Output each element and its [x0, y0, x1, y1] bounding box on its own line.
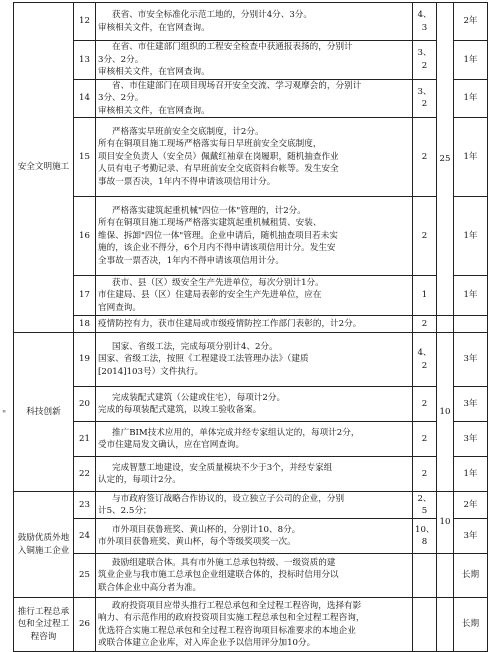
description-line: 所有在铜项目施工现场严格落实每日早班前安全交底制度，	[98, 139, 322, 150]
validity-period-cell: 长期	[454, 598, 488, 652]
table-row	[14, 387, 488, 422]
validity-period-cell: 1年	[454, 276, 488, 316]
item-number: 15	[74, 118, 96, 197]
description-line: 审核相关文件，在官网查询。	[98, 22, 210, 33]
item-description	[96, 492, 413, 519]
category-total-cell: 10	[437, 333, 454, 492]
points-cell: 3、2	[413, 41, 437, 80]
validity-period-cell: 2年	[454, 492, 488, 519]
description-line: 项目安全负责人（安全员）佩戴红袖章在岗履职，随机抽查作业	[98, 151, 339, 162]
description-line: 筑业企业与我市施工总承包企业组建联合体的，投标时信用分以	[98, 570, 339, 581]
description-line: 疫情防控有力，获市住建局或市级疫情防控工作部门表彰的，计2分。	[98, 318, 362, 329]
description-line: 市外项目获鲁班奖、黄山杯，每个等级奖项奖一次。	[98, 537, 296, 547]
category-cell: 鼓励优质外地入铜施工企业	[14, 492, 74, 598]
item-number: 26	[74, 598, 96, 652]
description-line: 市住建局、县（区）住建局表彰的安全生产先进单位，应在	[98, 290, 322, 301]
description-line: 3分、2分。	[98, 93, 144, 103]
item-description	[96, 3, 413, 41]
validity-period-cell: 1年	[454, 457, 488, 492]
description-line: 人员有电子考勤记录、有早班前安全交底资料台帐等。发生安全	[98, 164, 339, 175]
description-line: 全事故一票否决，1年内不得申请该项信用计分。	[98, 255, 284, 266]
credit-score-table	[13, 2, 488, 652]
category-cell: 安全文明施工	[14, 3, 74, 333]
category-cell: 科技创新	[14, 333, 74, 492]
points-cell: 10、8	[413, 519, 437, 554]
item-description	[96, 387, 413, 422]
item-number: 21	[74, 422, 96, 457]
description-line: 完成智慧工地建设，安全质量模块不少于3个，并经专家组	[112, 462, 333, 473]
validity-period-cell: 3年	[454, 333, 488, 387]
table-row	[14, 3, 488, 41]
description-line: 事故一票否决，1年内不得申请该项信用计分。	[98, 176, 276, 187]
table-row	[14, 598, 488, 652]
item-number: 18	[74, 316, 96, 333]
description-line: 响力、有示范作用的政府投资项目实施工程总承包和全过程工程咨询，	[98, 613, 365, 623]
item-description	[96, 276, 413, 316]
description-line: 3分、2分。	[98, 54, 144, 65]
item-description	[96, 316, 413, 333]
category-total-cell	[437, 554, 454, 598]
table-row	[14, 79, 488, 118]
item-description	[96, 79, 413, 118]
description-line: 认定的，每项计2分。	[98, 475, 181, 485]
points-cell: 2	[413, 316, 437, 333]
points-cell: 1	[413, 276, 437, 316]
item-description	[96, 422, 413, 457]
description-line: 国家、省级工法，按照《工程建设工法管理办法》（建质	[98, 354, 309, 365]
table-row	[14, 197, 488, 276]
description-line: 政府投资项目应带头推行工程总承包和全过程工程咨询，选择有影	[112, 600, 362, 611]
validity-period-cell: 2年	[454, 3, 488, 41]
validity-period-cell: 3年	[454, 422, 488, 457]
item-number: 14	[74, 79, 96, 118]
category-total-cell: 10	[437, 492, 454, 554]
table-row	[14, 457, 488, 492]
description-line: 审核相关文件，在官网查询。	[98, 67, 210, 77]
points-cell: 2	[413, 457, 437, 492]
item-description	[96, 333, 413, 387]
description-line: 官网查询。	[98, 302, 141, 313]
description-line: 完成装配式建筑（公建或住宅），每项计2分。	[112, 392, 286, 403]
description-line: 或联合体建立企业库，对入库企业予以信用评分加10分。	[98, 638, 316, 648]
item-number: 12	[74, 3, 96, 41]
item-description	[96, 519, 413, 554]
table-row	[14, 554, 488, 598]
item-number: 22	[74, 457, 96, 492]
description-line: 市外项目获鲁班奖、黄山杯的，分别计10、8分。	[112, 524, 301, 535]
points-cell: 2	[413, 197, 437, 276]
description-line: 施的，该企业不得分，6个月内不得申请该项信用计分。发生安	[98, 243, 336, 254]
table-row	[14, 519, 488, 554]
item-number: 25	[74, 554, 96, 598]
table-row	[14, 492, 488, 519]
description-line: 联合体企业中高分者为准。	[98, 582, 202, 593]
description-line: 省、市住建部门在项目现场召开安全交流、学习观摩会的，分别计	[112, 80, 362, 91]
item-number: 20	[74, 387, 96, 422]
item-description	[96, 197, 413, 276]
description-line: 计5、2.5分；	[98, 506, 152, 516]
description-line: 获省、市安全标准化示范工地的，分别计4分、3分。	[112, 10, 312, 20]
description-line: 严格落实建筑起重机械"四位一体"管理的，计2分。	[112, 205, 306, 216]
description-line: 完成的每项装配式建筑，以竣工验收备案。	[98, 405, 262, 415]
item-description	[96, 554, 413, 598]
description-line: 所有在铜项目施工现场严格落实建筑起重机械租赁、安装、	[98, 218, 322, 229]
points-cell: 2	[413, 422, 437, 457]
description-line: 优选符合实施工程总承包和全过程工程咨询项目标准要求的本地企业	[98, 625, 356, 636]
item-description	[96, 118, 413, 197]
item-number: 13	[74, 41, 96, 80]
points-cell	[413, 554, 437, 598]
category-total-cell	[437, 598, 454, 652]
description-line: 严格落实早班前安全交底制度，计2分。	[112, 126, 264, 137]
description-line: 在省、市住建部门组织的工程安全检查中获通报表扬的，分别计	[112, 42, 353, 52]
description-line: 鼓励组建联合体。具有市外施工总承包特级、一级资质的建	[112, 557, 336, 568]
item-number: 23	[74, 492, 96, 519]
validity-period-cell: 1年	[454, 41, 488, 80]
table-row	[14, 316, 488, 333]
description-line: 受市住建局发文确认，应在官网查询。	[98, 440, 245, 450]
validity-period-cell: 3年	[454, 519, 488, 554]
validity-period-cell: 3年	[454, 387, 488, 422]
points-cell: 2	[413, 118, 437, 197]
validity-period-cell: 1年	[454, 197, 488, 276]
points-cell: 3、2	[413, 79, 437, 118]
validity-period-cell	[454, 316, 488, 333]
points-cell: 2	[413, 387, 437, 422]
item-number: 19	[74, 333, 96, 387]
validity-period-cell: 1年	[454, 79, 488, 118]
validity-period-cell: 长期	[454, 554, 488, 598]
table-row	[14, 333, 488, 387]
margin-mark: "	[2, 410, 7, 420]
table-row	[14, 118, 488, 197]
category-total-cell: 25	[437, 3, 454, 316]
item-description	[96, 41, 413, 80]
item-description	[96, 457, 413, 492]
validity-period-cell: 1年	[454, 118, 488, 197]
table-row	[14, 41, 488, 80]
category-total-cell	[437, 316, 454, 333]
table-row	[14, 276, 488, 316]
description-line: 维保、拆卸"四位一体"管理。企业申请后，随机抽查项目若未实	[98, 230, 338, 241]
description-line: 审核相关文件，在官网查询。	[98, 105, 210, 116]
item-number: 17	[74, 276, 96, 316]
points-cell: 4、3	[413, 3, 437, 41]
description-line: 推广BIM技术应用的，单体完成并经专家组认定的，每项计2分，	[112, 427, 360, 438]
item-number: 16	[74, 197, 96, 276]
points-cell: 2、5	[413, 492, 437, 519]
description-line: [2014]103号）文件执行。	[98, 366, 204, 377]
description-line: 获市、县（区）级安全生产先进单位，每次分别计1分。	[112, 277, 324, 288]
category-cell: 推行工程总承包和全过程工程咨询	[14, 598, 74, 652]
points-cell: 4、2	[413, 333, 437, 387]
description-line: 国家、省级工法，完成每项分别计4、2分。	[112, 341, 278, 352]
description-line: 与市政府签订战略合作协议的，设立独立子公司的企业，分别	[112, 493, 345, 504]
table-row	[14, 422, 488, 457]
item-number: 24	[74, 519, 96, 554]
item-description	[96, 598, 413, 652]
points-cell	[413, 598, 437, 652]
